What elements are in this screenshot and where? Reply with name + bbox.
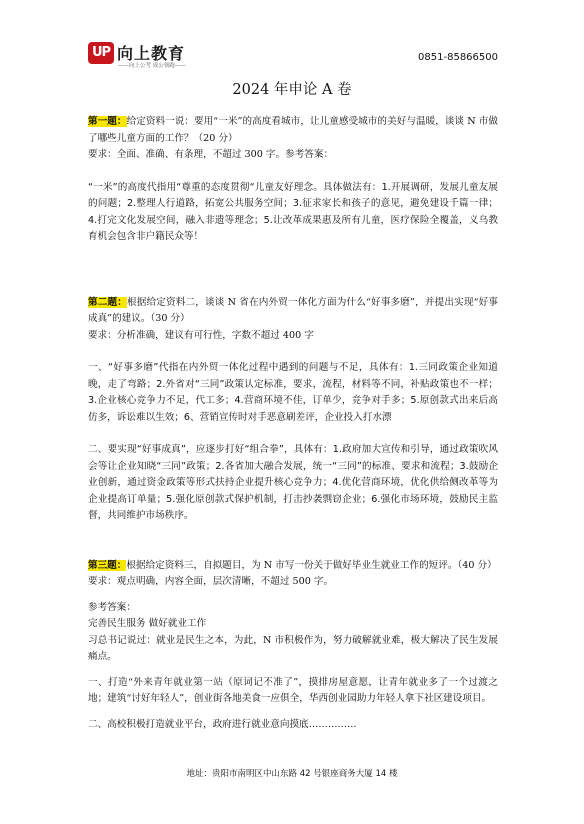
- essay-paragraph-1: 一、打造“外来青年就业第一站（原词记不准了”，摸排房屋意愿，让青年就业多了一个过渡之地；建筑“讨好年轻人”，创业街各地美食一应俱全，华西创业园助力年轻人拿下社区建设项目。: [88, 676, 498, 704]
- logo-name: 向上教育: [117, 44, 186, 63]
- document-body: [88, 114, 498, 733]
- document-title: 2024 年申论 A 卷: [232, 82, 352, 98]
- logo-slogan: ——向上公考 成公领跑——: [118, 63, 186, 69]
- question-1: [88, 114, 498, 147]
- question-1-label: 第一题：: [88, 116, 127, 127]
- question-1-answer: “一米”的高度代指用“尊重的态度贯彻“儿童友好理念。具体做法有：1.开展调研，发展儿童友展的问题；2.整理人行道路，拓宽公共服务空间；3.征求家长和孩子的意见，避免建设千篇一律；4.打完文化发展空间，融入非遗等理念；5.让改革成果惠及所有儿童，医疗保险全覆盖，义乌教育机会包含非户籍民众等！: [88, 181, 498, 242]
- essay-title: 完善民生服务 做好就业工作: [88, 618, 207, 629]
- question-3: [88, 558, 498, 575]
- question-2-requirement: 要求：分析准确，建议有可行性，字数不超过 400 字: [88, 329, 314, 341]
- question-1-requirement: 要求：全面、准确、有条理，不超过 300 字。参考答案：: [88, 149, 334, 160]
- question-2-answer-part-2: 二、要实现“好事成真”，应逐步打好“组合拳”，具体有：1.政府加大宣传和引导，通过政策吹风会等让企业知晓“三同”政策；2.各省加大融合发展，统一“三同”的标准、要求和流程；3.鼓励企业创新，通过资金政策等形式扶持企业提升核心竞争力；4.优化营商环境，优化供给侧改革等为企业提高订单量；5.强化原创款式保护机制，打击抄袭剽窃企业；6.强化市场环境，鼓励民主监督，共同维护市场秩序。: [88, 444, 498, 521]
- footer-address: 地址：贵阳市南明区中山东路 42 号银座商务大厦 14 楼: [186, 769, 398, 779]
- phone-number: 0851-85866500: [418, 52, 498, 63]
- essay-paragraph-2: 二、高校积极打造就业平台，政府进行就业意向摸底……………: [88, 718, 357, 730]
- question-3-text: 根据给定资料三，自拟题目，为 N 市写一份关于做好毕业生就业工作的短评。（40 分）: [126, 559, 497, 571]
- question-2-text: 根据给定资料二，谈谈 N 省在内外贸一体化方面为什么“好事多磨”，并提出实现“好事成真”的建议。（30 分）: [88, 296, 498, 324]
- reference-answer-label: 参考答案：: [88, 601, 136, 613]
- question-3-label: 第三题：: [88, 559, 127, 571]
- question-2-label: 第二题：: [88, 296, 127, 308]
- question-1-text: 给定资料一说：要用“一米”的高度看城市，让儿童感受城市的美好与温暖，谈谈 N 市做了哪些儿童方面的工作？（20 分）: [88, 116, 498, 144]
- company-logo: [88, 40, 198, 70]
- essay-intro: 习总书记说过：就业是民生之本，为此，N 市积极作为，努力破解就业难，极大解决了民生发展痛点。: [88, 634, 498, 662]
- logo-mark: UP: [88, 42, 114, 64]
- question-2-answer-part-1: 一、“好事多磨”代指在内外贸一体化过程中遇到的问题与不足，具体有：1.三同政策企业知道晚，走了弯路；2.外省对“三同”政策认定标准，要求，流程，材料等不同，补贴政策也不一样；3.企业核心竞争力不足，代工多；4.营商环境不佳，订单少，竞争对手多；5.原创款式出来后高仿多，诉讼难以生效；6、营销宣传时对手恶意刷差评，企业投入打水漂: [88, 362, 498, 423]
- question-2: [88, 295, 498, 328]
- question-3-requirement: 要求：观点明确，内容全面，层次清晰，不超过 500 字。: [88, 576, 334, 587]
